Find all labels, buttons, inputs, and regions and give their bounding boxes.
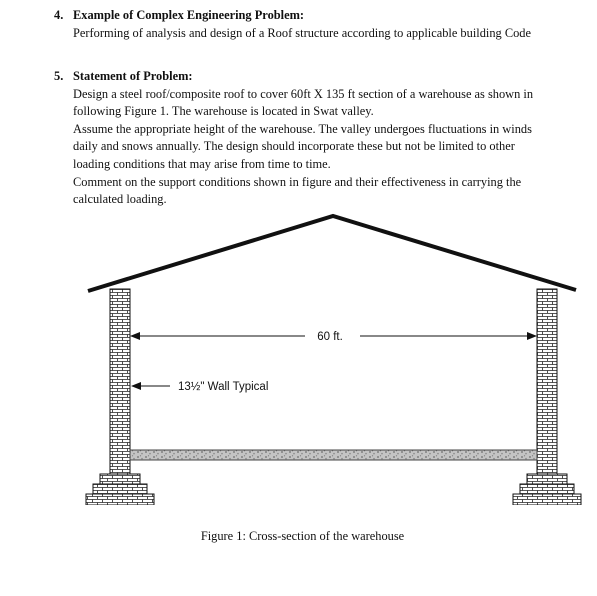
section-4 [54,7,544,42]
section-5-number: 5. [54,69,64,83]
section-5 [54,68,544,209]
section-4-paragraph: Performing of analysis and design of a Roof structure according to applicable building Code [73,25,531,40]
left-wall [110,289,130,474]
section-5-title: Statement of Problem: [73,69,193,83]
span-dimension-label: 60 ft. [317,331,343,343]
section-4-body [54,25,544,43]
section-4-heading [54,7,544,25]
section-5-paragraph-2: Assume the appropriate height of the warehouse. The valley undergoes fluctuations in winds daily and snows annually. The design should incorporate these but not be limited to other loading conditions that may arise from time to time. [73,121,532,171]
section-5-heading [54,68,544,86]
left-footing [86,474,154,505]
right-footing [513,474,581,505]
roof-line [88,216,576,291]
warehouse-cross-section-figure [0,205,597,505]
section-4-number: 4. [54,8,64,22]
warehouse-cross-section-drawing [0,205,597,505]
section-5-paragraph-3: Comment on the support conditions shown in figure and their effectiveness in carrying the calculated loading. [73,174,522,207]
right-wall [537,289,557,474]
figure-caption: Figure 1: Cross-section of the warehouse [200,529,405,543]
floor-slab [130,450,537,460]
section-5-paragraph-1: Design a steel roof/composite roof to cover 60ft X 135 ft section of a warehouse as shown in following Figure 1. The warehouse is located in Swat valley. [73,86,534,119]
section-5-body [54,86,544,209]
section-4-title: Example of Complex Engineering Problem: [73,8,305,22]
wall-callout-label: 13½" Wall Typical [178,381,269,393]
